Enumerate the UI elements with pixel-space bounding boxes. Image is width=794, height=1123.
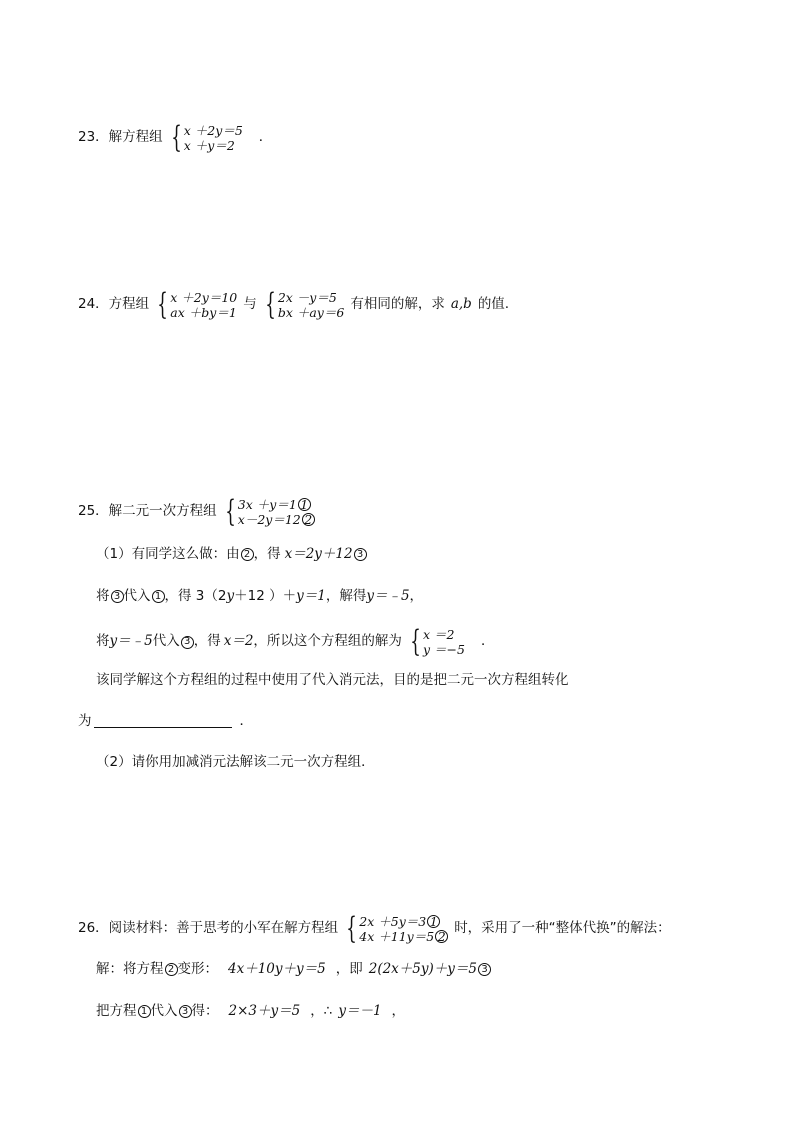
q23-eq1: x ＋2y＝5 [183, 123, 243, 138]
q23-label: 23．解方程组 [78, 129, 163, 146]
text: （2）请你用加减消元法解该二元一次方程组． [96, 754, 375, 770]
text: ， [391, 1003, 406, 1019]
circled-number: 2 [435, 930, 448, 943]
circled-number: 1 [152, 590, 165, 603]
circled-number: 3 [111, 590, 124, 603]
text: 解：将方程 [96, 961, 164, 977]
q25-paragraph-5 [78, 715, 253, 729]
q25-paragraph-1 [96, 548, 367, 562]
q23-equation-system [167, 120, 243, 155]
circled-number: 2 [165, 963, 178, 976]
q24-tail2: 的值. [477, 296, 510, 313]
left-brace: { [265, 287, 276, 322]
q23-eq2: x ＋y＝2 [183, 138, 235, 153]
circled-number: 2 [241, 548, 254, 561]
question-25 [78, 494, 321, 529]
q25-sol2: y ＝−5 [423, 642, 465, 657]
text: ＋12 ）＋ [234, 588, 297, 604]
q23-end: ． [258, 129, 273, 146]
math-expr: y＝－1 [338, 1003, 382, 1019]
math-expr: 2×3＋y＝5 [228, 1003, 301, 1019]
left-brace: { [170, 120, 182, 155]
q25-equation-system [221, 494, 315, 529]
q25-paragraph-2 [96, 590, 423, 604]
math-expr: y＝﹣5 [366, 588, 410, 604]
q25-eq1: 3x ＋y＝1 1 [238, 497, 315, 512]
q24-sys2-eq2: bx ＋ay＝6 [277, 305, 345, 320]
math-expr: x＝2 [223, 633, 254, 650]
q24-sys1-eq2: ax ＋by＝1 [170, 305, 237, 320]
circled-number: 3 [478, 963, 491, 976]
math-expr: 2(2x＋5y)＋y＝5 [368, 961, 477, 977]
text: 代入 [123, 588, 151, 604]
left-brace: { [346, 911, 357, 946]
text: 为 [78, 713, 92, 729]
q26-step-2 [96, 1005, 405, 1019]
text: ． [239, 713, 253, 729]
text: ，∴ [310, 1003, 333, 1019]
q26-eq2: 4x ＋11y＝5 2 [359, 929, 448, 944]
q24-with: 与 [243, 296, 257, 313]
q26-eq1: 2x ＋5y＝3 1 [359, 914, 448, 929]
question-24 [78, 287, 510, 322]
q24-label: 24．方程组 [78, 296, 150, 313]
text: 代入 [152, 633, 180, 650]
text: ，得 3（2 [164, 588, 227, 604]
circled-number: 1 [427, 915, 440, 928]
q25-paragraph-3 [96, 624, 495, 659]
text: 得： [191, 1003, 219, 1019]
text: 将 [96, 633, 110, 650]
q25-sol1: x ＝2 [423, 627, 455, 642]
q25-paragraph-6 [96, 756, 375, 770]
answer-blank[interactable] [94, 715, 232, 728]
text: 代入 [150, 1003, 178, 1019]
q25-solution-system [406, 624, 465, 659]
text: ，即 [335, 961, 363, 977]
text: ，得 [193, 633, 221, 650]
q24-tail1: 有相同的解，求 [350, 296, 445, 313]
q25-label: 25．解二元一次方程组 [78, 503, 217, 520]
q26-step-1 [96, 963, 491, 977]
text: 将 [96, 588, 110, 604]
circled-number: 1 [298, 498, 311, 511]
text: （1）有同学这么做：由 [96, 546, 240, 562]
q26-tail: 时，采用了一种“整体代换”的解法： [454, 920, 671, 937]
circled-number: 1 [138, 1005, 151, 1018]
circled-number: 2 [302, 513, 315, 526]
circled-number: 3 [181, 636, 194, 649]
text: 变形： [177, 961, 218, 977]
q24-sys1-eq1: x ＋2y＝10 [170, 290, 238, 305]
circled-number: 3 [354, 548, 367, 561]
left-brace: { [224, 494, 236, 529]
left-brace: { [157, 287, 168, 322]
question-26 [78, 911, 671, 946]
q24-system-2 [261, 287, 345, 322]
text: ，解得 [325, 588, 367, 604]
q25-expr: x＝2y＋12 [284, 546, 353, 562]
q24-system-1 [153, 287, 238, 322]
question-23 [78, 120, 273, 155]
text: ， [409, 588, 424, 604]
text: ，得 [253, 546, 281, 562]
left-brace: { [410, 624, 421, 659]
math-expr: y＝﹣5 [109, 633, 153, 650]
math-var: y [226, 588, 235, 604]
text: 把方程 [96, 1003, 137, 1019]
q26-label: 26．阅读材料：善于思考的小军在解方程组 [78, 920, 339, 937]
q25-eq2: x－2y＝12 2 [238, 512, 315, 527]
q24-sys2-eq1: 2x －y＝5 [277, 290, 337, 305]
q24-vars: a,b [450, 296, 472, 313]
text: ． [480, 633, 495, 650]
q26-equation-system [342, 911, 448, 946]
math-expr: 4x＋10y＋y＝5 [228, 961, 326, 977]
q25-paragraph-4 [96, 674, 569, 688]
text: 该同学解这个方程组的过程中使用了代入消元法，目的是把二元一次方程组转化 [96, 672, 569, 688]
math-expr: y＝1 [296, 588, 326, 604]
text: ，所以这个方程组的解为 [253, 633, 402, 650]
circled-number: 3 [179, 1005, 192, 1018]
